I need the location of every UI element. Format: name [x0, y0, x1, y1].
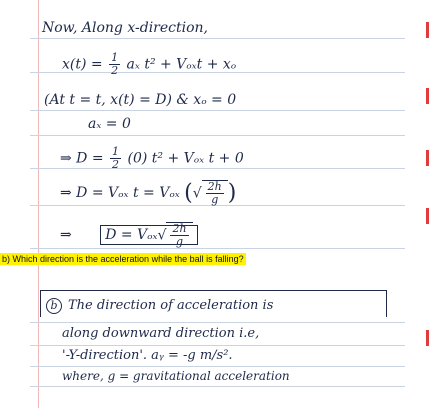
condition-line: (At t = t, x(t) = D) & xₒ = 0: [44, 92, 237, 108]
fraction-denominator: 2: [111, 64, 119, 77]
answer-line4: where, g = gravitational acceleration: [62, 369, 290, 383]
implies-arrow: ⇒: [60, 227, 72, 243]
half-fraction: [110, 146, 121, 171]
2h-over-g: [170, 223, 188, 248]
answer-line3: '-Y-direction'. aᵧ = -g m/s².: [62, 348, 233, 363]
step2-line: ⇒ D = Vₒₓ t = Vₒₓ (√ $\frac{2h}{g}$ ): [60, 180, 237, 206]
margin-line: [38, 0, 39, 408]
step1-lhs: ⇒ D =: [60, 150, 104, 167]
answer-line1: [46, 298, 273, 314]
ruled-line: [30, 135, 405, 136]
ruled-line: [30, 38, 405, 39]
ruled-line: [30, 345, 405, 346]
fraction-denominator: 2: [112, 158, 120, 171]
step1-line: [60, 146, 244, 171]
fraction-numerator: 2h: [172, 222, 187, 235]
boxed-result: [100, 222, 197, 248]
sqrt-expression: √ $\frac{2h}{g}$: [158, 222, 193, 248]
eq-lhs: x(t) =: [62, 56, 103, 73]
question-text: b) Which direction is the acceleration while the ball is falling?: [2, 254, 244, 264]
ruled-line: [30, 322, 405, 323]
eq-rest: aₓ t² + Vₒₓt + xₒ: [126, 56, 237, 73]
heading-line: Now, Along x-direction,: [42, 20, 208, 36]
question-bar: [0, 254, 429, 268]
fraction-numerator: 1: [112, 145, 120, 158]
ruled-line: [30, 248, 405, 249]
answer-text: The direction of acceleration is: [68, 298, 274, 313]
ruled-line: [30, 366, 405, 367]
step2-lhs: ⇒ D = Vₒₓ t = Vₒₓ: [60, 185, 180, 201]
ax-zero-line: aₓ = 0: [88, 116, 131, 132]
2h-over-g: [206, 181, 224, 206]
fraction-numerator: 2h: [207, 180, 222, 193]
step1-rest: (0) t² + Vₒₓ t + 0: [127, 150, 244, 167]
half-fraction: [109, 52, 120, 77]
sqrt-expression: √ $\frac{2h}{g}$: [193, 180, 228, 206]
fraction-numerator: 1: [111, 51, 119, 64]
position-equation: [62, 52, 236, 77]
ruled-line: [30, 110, 405, 111]
fraction-denominator: g: [211, 193, 219, 206]
ruled-line: [30, 386, 405, 387]
step3-line: [60, 222, 198, 248]
fraction-denominator: g: [175, 235, 184, 248]
answer-label-circle: b: [46, 298, 62, 314]
boxed-text: D = Vₒₓ: [105, 227, 158, 243]
answer-line2: along downward direction i.e,: [62, 326, 260, 341]
